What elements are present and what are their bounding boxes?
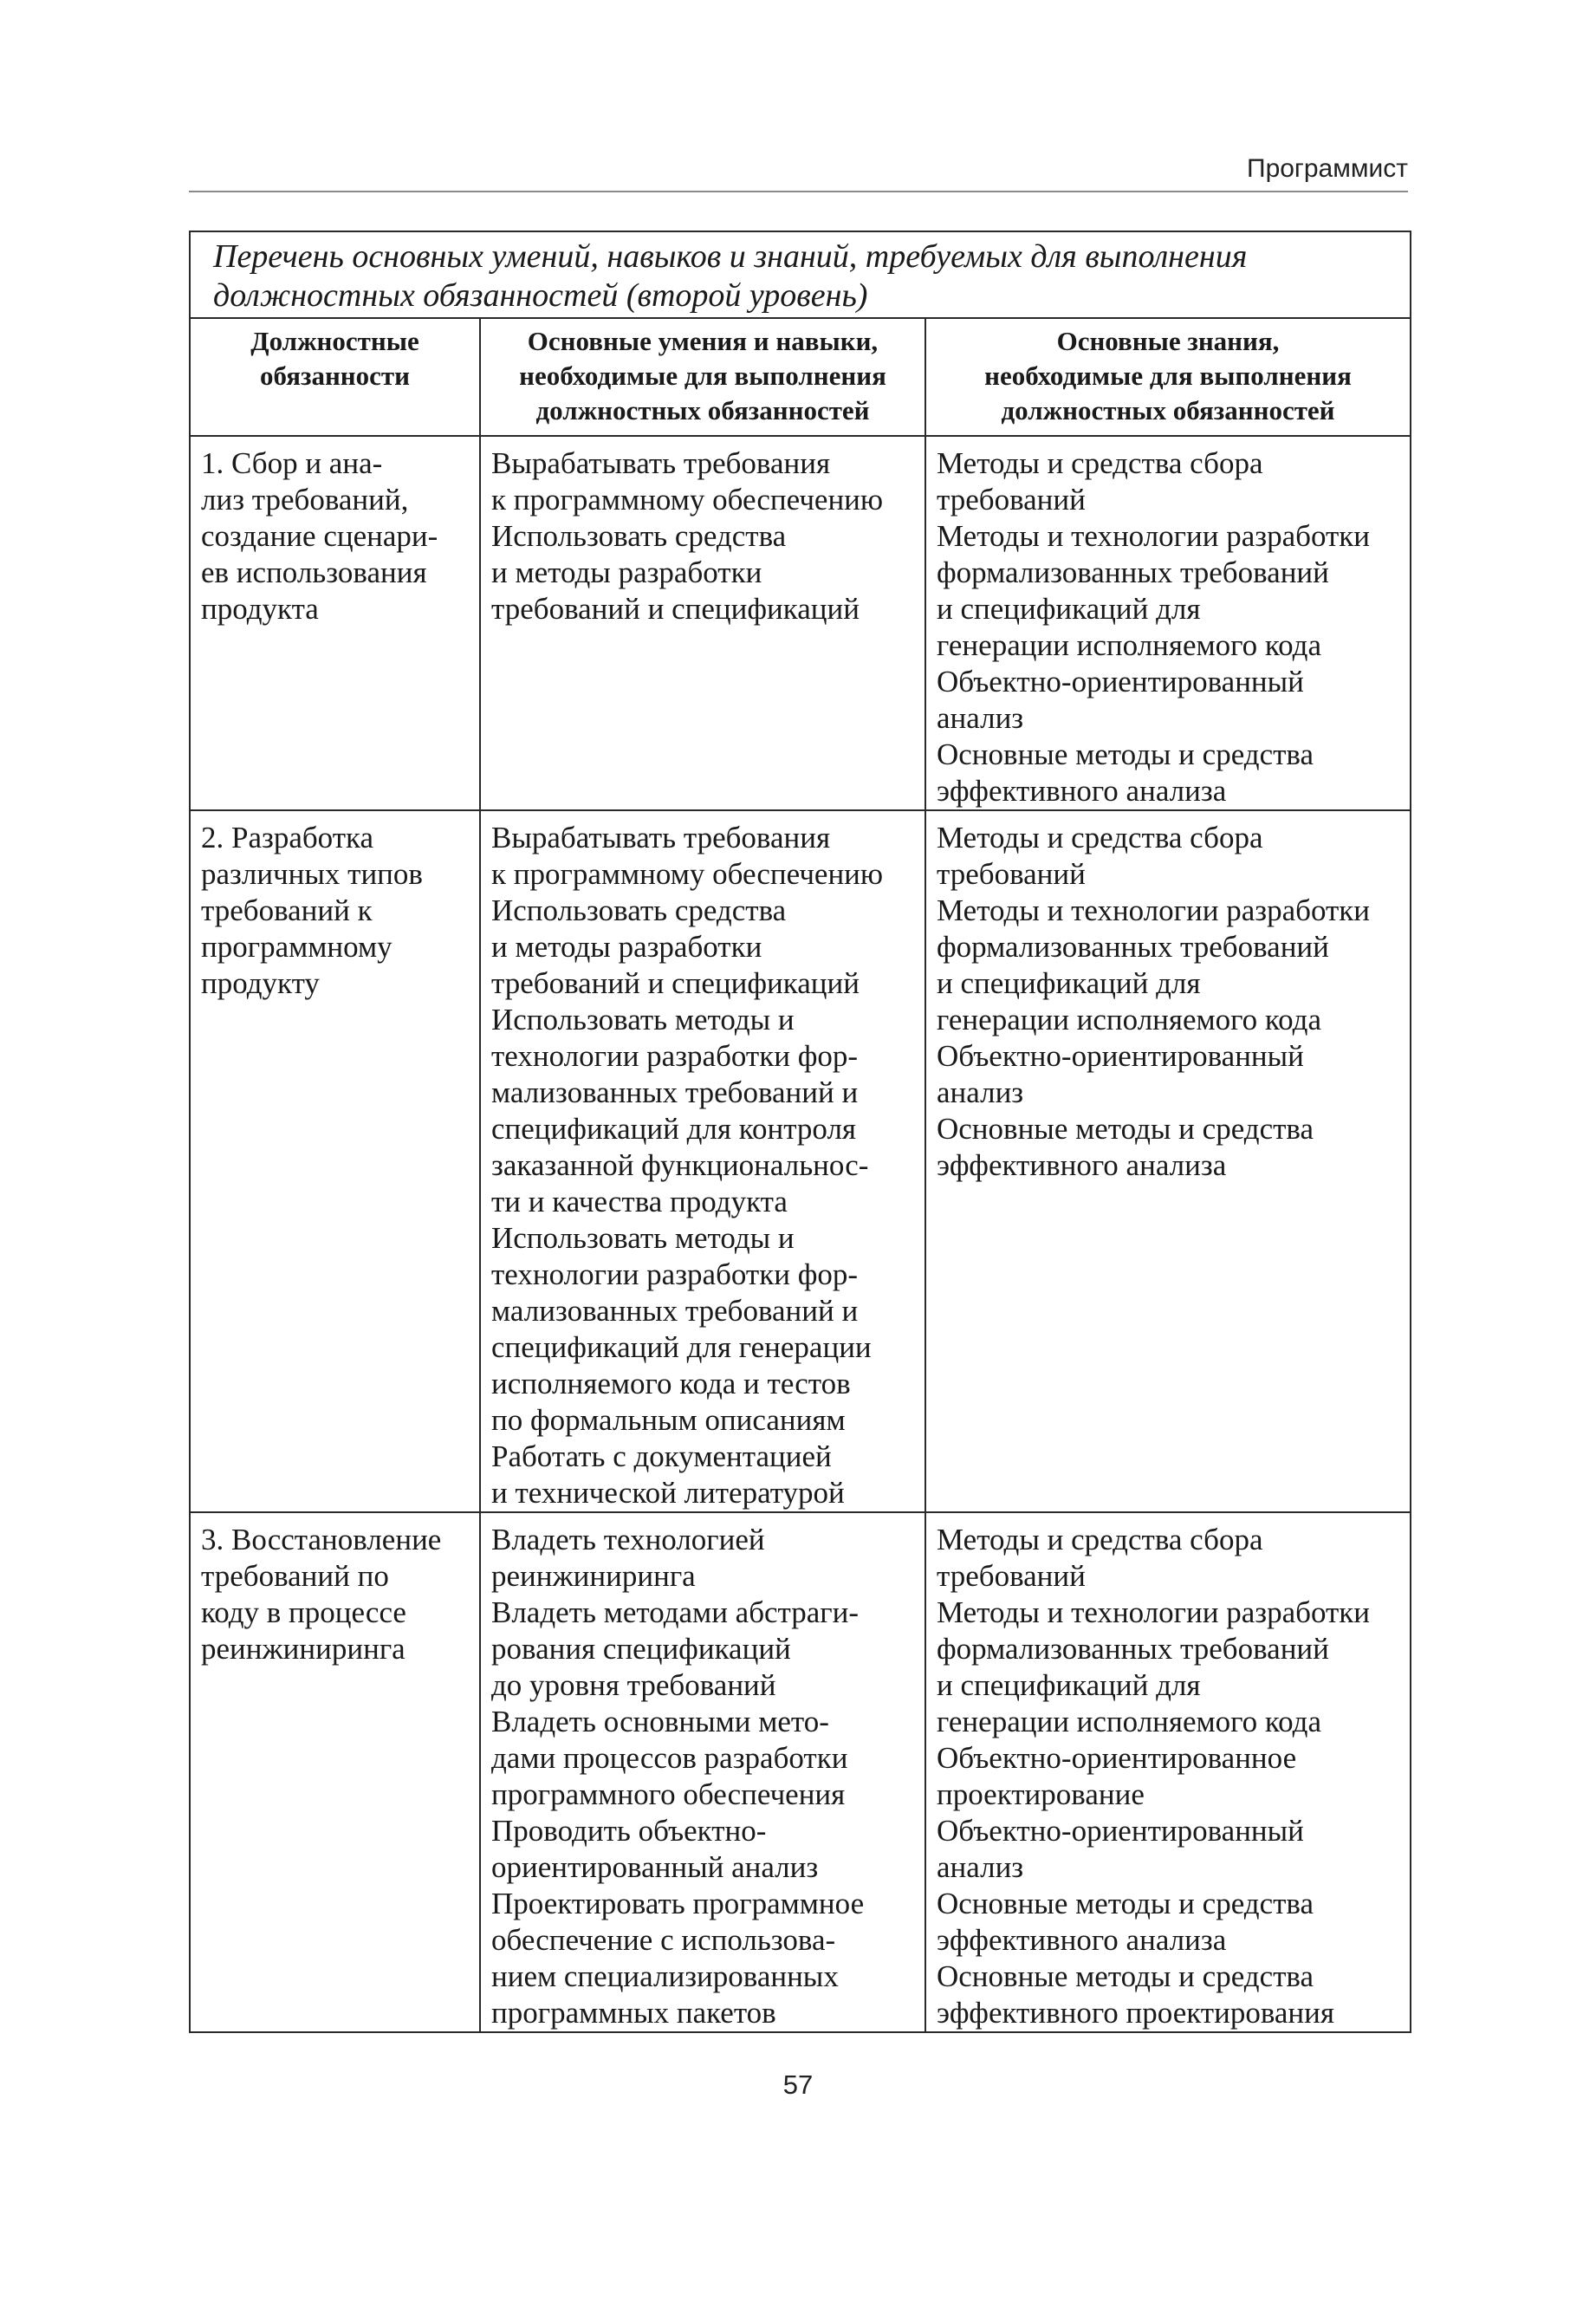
cell-line: и спецификаций для (937, 592, 1201, 626)
cell-line: и методы разработки (491, 930, 762, 964)
cell-line: Основные методы и средства (937, 1959, 1314, 1993)
column-header-line: необходимые для выполнения (984, 361, 1352, 391)
cell-line: формализованных требований (937, 930, 1329, 964)
cell-line: требований по (201, 1559, 389, 1593)
column-header-line: необходимые для выполнения (519, 361, 886, 391)
cell-line: к программному обеспечению (491, 483, 884, 517)
cell-line: и спецификаций для (937, 1668, 1201, 1702)
cell-line: реинжиниринга (201, 1632, 405, 1666)
table-row (190, 810, 1411, 1512)
column-header-line: обязанности (259, 361, 411, 391)
cell-line: Методы и технологии разработки (937, 893, 1371, 927)
cell-line: проектирование (937, 1777, 1145, 1811)
cell-line: анализ (937, 1075, 1024, 1109)
cell-line: реинжиниринга (491, 1559, 696, 1593)
cell-line: до уровня требований (491, 1668, 776, 1702)
column-header-line: Основные умения и навыки, (527, 326, 879, 356)
skills-cell (480, 436, 925, 810)
running-header (189, 153, 1408, 192)
cell-line: дами процессов разработки (491, 1741, 848, 1775)
caption-line: должностных обязанностей (второй уровень) (213, 277, 868, 314)
cell-line: нием специализированных (491, 1959, 839, 1993)
cell-line: Вырабатывать требования (491, 446, 831, 480)
cell-line: Проектировать программное (491, 1887, 865, 1920)
knowledge-cell (925, 436, 1411, 810)
cell-line: Владеть технологией (491, 1523, 765, 1556)
caption-line: Перечень основных умений, навыков и знаний, требуемых для выполнения (213, 238, 1248, 275)
cell-line: рования спецификаций (491, 1632, 791, 1666)
cell-line: спецификаций для контроля (491, 1112, 857, 1146)
cell-line: требований к (201, 893, 373, 927)
table-body (190, 436, 1411, 2032)
cell-line: Использовать методы и (491, 1221, 795, 1255)
cell-line: Объектно-ориентированный (937, 1814, 1304, 1848)
table-caption-row (190, 231, 1411, 318)
cell-line: по формальным описаниям (491, 1403, 846, 1437)
running-title: Программист (1247, 154, 1408, 183)
column-header-line: должностных обязанностей (535, 395, 870, 426)
knowledge-cell (925, 1512, 1411, 2032)
cell-line: формализованных требований (937, 1632, 1329, 1666)
cell-line: Основные методы и средства (937, 737, 1314, 771)
cell-line: продукта (201, 592, 319, 626)
cell-line: 1. Сбор и ана- (201, 446, 383, 480)
knowledge-cell (925, 810, 1411, 1512)
cell-line: Методы и средства сбора (937, 821, 1263, 854)
cell-line: Работать с документацией (491, 1439, 832, 1473)
cell-line: спецификаций для генерации (491, 1330, 872, 1364)
cell-line: Вырабатывать требования (491, 821, 831, 854)
cell-line: генерации исполняемого кода (937, 628, 1321, 662)
cell-line: Владеть методами абстраги- (491, 1595, 860, 1629)
cell-line: заказанной функциональнос- (491, 1148, 869, 1182)
table-row (190, 436, 1411, 810)
duty-cell (190, 436, 480, 810)
cell-line: и технической литературой (491, 1476, 845, 1510)
cell-line: Методы и технологии разработки (937, 1595, 1371, 1629)
cell-line: ев использования (201, 556, 427, 589)
cell-line: продукту (201, 966, 320, 1000)
cell-line: мализованных требований и (491, 1075, 859, 1109)
cell-line: Объектно-ориентированное (937, 1741, 1297, 1775)
cell-line: требований (937, 1559, 1086, 1593)
cell-line: анализ (937, 701, 1024, 735)
table-caption (190, 231, 1411, 318)
column-header-skills (480, 318, 925, 436)
cell-line: эффективного проектирования (937, 1996, 1334, 2030)
cell-line: требований (937, 857, 1086, 891)
cell-line: Объектно-ориентированный (937, 1039, 1304, 1073)
cell-line: эффективного анализа (937, 1923, 1227, 1957)
cell-line: формализованных требований (937, 556, 1329, 589)
column-header-line: Основные знания, (1056, 326, 1280, 356)
cell-line: ориентированный анализ (491, 1850, 819, 1884)
cell-line: различных типов (201, 857, 423, 891)
skills-cell (480, 1512, 925, 2032)
cell-line: эффективного анализа (937, 774, 1227, 808)
competency-table (189, 231, 1411, 2033)
cell-line: коду в процессе (201, 1595, 406, 1629)
cell-line: эффективного анализа (937, 1148, 1227, 1182)
cell-line: создание сценари- (201, 519, 438, 553)
cell-line: Методы и средства сбора (937, 1523, 1263, 1556)
cell-line: исполняемого кода и тестов (491, 1367, 851, 1400)
skills-cell (480, 810, 925, 1512)
column-header-line: должностных обязанностей (1001, 395, 1335, 426)
column-header-knowledge (925, 318, 1411, 436)
cell-line: Объектно-ориентированный (937, 665, 1304, 698)
cell-line: требований и спецификаций (491, 966, 860, 1000)
duty-cell (190, 810, 480, 1512)
cell-line: 2. Разработка (201, 821, 374, 854)
cell-line: Основные методы и средства (937, 1112, 1314, 1146)
cell-line: Методы и технологии разработки (937, 519, 1371, 553)
cell-line: генерации исполняемого кода (937, 1003, 1321, 1036)
cell-line: 3. Восстановление (201, 1523, 442, 1556)
cell-line: Владеть основными мето- (491, 1705, 829, 1738)
cell-line: программных пакетов (491, 1996, 776, 2030)
cell-line: требований и спецификаций (491, 592, 860, 626)
cell-line: Использовать средства (491, 519, 787, 553)
cell-line: технологии разработки фор- (491, 1257, 859, 1291)
table-row (190, 1512, 1411, 2032)
cell-line: Проводить объектно- (491, 1814, 767, 1848)
cell-line: программному (201, 930, 393, 964)
page-number: 57 (782, 2069, 814, 2100)
cell-line: лиз требований, (201, 483, 409, 517)
cell-line: и методы разработки (491, 556, 762, 589)
cell-line: технологии разработки фор- (491, 1039, 859, 1073)
cell-line: обеспечение с использова- (491, 1923, 836, 1957)
cell-line: генерации исполняемого кода (937, 1705, 1321, 1738)
table-header-row (190, 318, 1411, 436)
cell-line: и спецификаций для (937, 966, 1201, 1000)
cell-line: Основные методы и средства (937, 1887, 1314, 1920)
cell-line: анализ (937, 1850, 1024, 1884)
cell-line: программного обеспечения (491, 1777, 846, 1811)
cell-line: ти и качества продукта (491, 1185, 788, 1218)
column-header-line: Должностные (250, 326, 419, 356)
cell-line: к программному обеспечению (491, 857, 884, 891)
column-header-duties (190, 318, 480, 436)
cell-line: требований (937, 483, 1086, 517)
cell-line: Использовать методы и (491, 1003, 795, 1036)
cell-line: Использовать средства (491, 893, 787, 927)
cell-line: мализованных требований и (491, 1294, 859, 1328)
cell-line: Методы и средства сбора (937, 446, 1263, 480)
duty-cell (190, 1512, 480, 2032)
